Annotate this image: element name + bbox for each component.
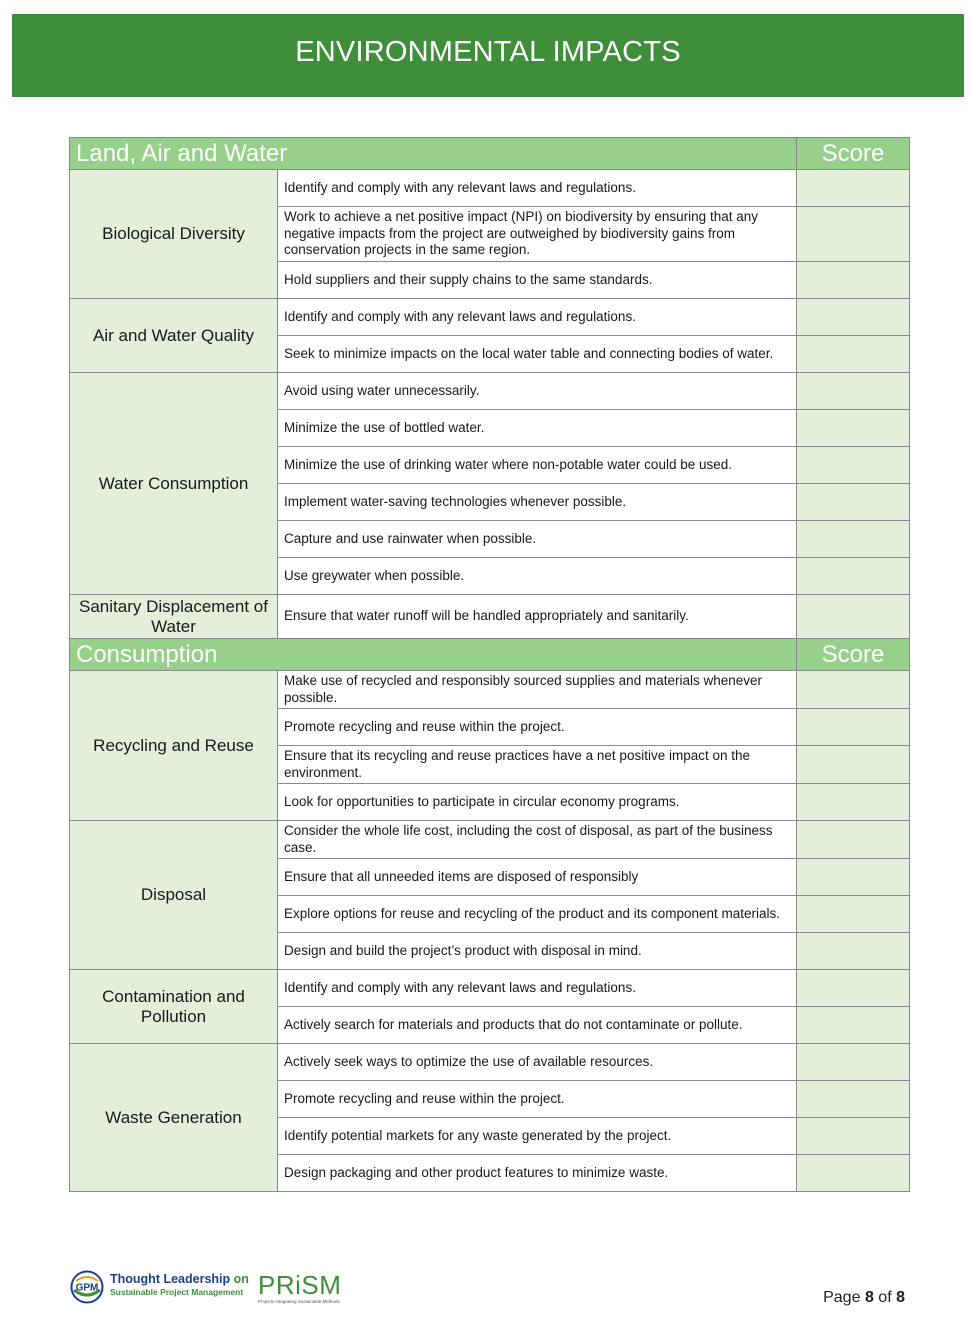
page-current: 8 <box>864 1289 874 1306</box>
category-sanitary-displacement: Sanitary Displacement of Water <box>70 595 278 639</box>
score-input[interactable] <box>797 595 910 639</box>
criterion-text: Seek to minimize impacts on the local water table and connecting bodies of water. <box>278 336 797 373</box>
gpm-badge-text: GPM <box>75 1282 99 1294</box>
table-row <box>70 595 910 639</box>
score-input[interactable] <box>797 1118 910 1155</box>
criterion-text: Ensure that all unneeded items are disposed of responsibly <box>278 859 797 896</box>
criterion-text: Minimize the use of drinking water where non-potable water could be used. <box>278 447 797 484</box>
criterion-text: Use greywater when possible. <box>278 558 797 595</box>
score-input[interactable] <box>797 1007 910 1044</box>
gpm-globe-icon <box>70 1270 104 1304</box>
criterion-text: Design packaging and other product features to minimize waste. <box>278 1155 797 1192</box>
score-input[interactable] <box>797 170 910 207</box>
criterion-text: Hold suppliers and their supply chains to the same standards. <box>278 262 797 299</box>
score-input[interactable] <box>797 299 910 336</box>
prism-tagline: Projects integrating Sustainable Methods <box>258 1299 340 1304</box>
table-row <box>70 373 910 410</box>
criterion-text: Identify and comply with any relevant laws and regulations. <box>278 170 797 207</box>
table-row <box>70 671 910 709</box>
score-input[interactable] <box>797 859 910 896</box>
score-input[interactable] <box>797 671 910 709</box>
prism-logo: PRiSM <box>258 1270 342 1300</box>
score-input[interactable] <box>797 1081 910 1118</box>
category-disposal: Disposal <box>70 821 278 970</box>
criterion-text: Ensure that its recycling and reuse practices have a net positive impact on the environment. <box>278 746 797 784</box>
category-contamination-pollution: Contamination and Pollution <box>70 970 278 1044</box>
score-input[interactable] <box>797 336 910 373</box>
score-input[interactable] <box>797 207 910 262</box>
logo-title: Thought Leadership <box>110 1272 231 1286</box>
table-row <box>70 170 910 207</box>
footer-logos <box>70 1268 340 1308</box>
category-biological-diversity: Biological Diversity <box>70 170 278 299</box>
table-row <box>70 821 910 859</box>
section-header-land-air-water <box>70 138 910 170</box>
score-input[interactable] <box>797 821 910 859</box>
criterion-text: Make use of recycled and responsibly sourced supplies and materials whenever possible. <box>278 671 797 709</box>
table-row <box>70 299 910 336</box>
score-input[interactable] <box>797 933 910 970</box>
criterion-text: Identify and comply with any relevant laws and regulations. <box>278 299 797 336</box>
score-input[interactable] <box>797 896 910 933</box>
table-row <box>70 1044 910 1081</box>
score-input[interactable] <box>797 970 910 1007</box>
score-input[interactable] <box>797 1155 910 1192</box>
score-input[interactable] <box>797 746 910 784</box>
section-title: Consumption <box>70 639 797 671</box>
criterion-text: Ensure that water runoff will be handled appropriately and sanitarily. <box>278 595 797 639</box>
criterion-text: Identify and comply with any relevant laws and regulations. <box>278 970 797 1007</box>
page-banner <box>12 14 964 97</box>
criterion-text: Capture and use rainwater when possible. <box>278 521 797 558</box>
score-input[interactable] <box>797 521 910 558</box>
score-input[interactable] <box>797 558 910 595</box>
criterion-text: Minimize the use of bottled water. <box>278 410 797 447</box>
criterion-text: Promote recycling and reuse within the project. <box>278 709 797 746</box>
category-recycling-reuse: Recycling and Reuse <box>70 671 278 821</box>
section-header-consumption <box>70 639 910 671</box>
criterion-text: Actively seek ways to optimize the use of available resources. <box>278 1044 797 1081</box>
page-of: of <box>878 1289 892 1306</box>
criterion-text: Design and build the project’s product with disposal in mind. <box>278 933 797 970</box>
page-prefix: Page <box>823 1289 861 1306</box>
criterion-text: Look for opportunities to participate in circular economy programs. <box>278 784 797 821</box>
thought-leadership-logo <box>110 1272 249 1286</box>
category-air-water-quality: Air and Water Quality <box>70 299 278 373</box>
category-waste-generation: Waste Generation <box>70 1044 278 1192</box>
section-title: Land, Air and Water <box>70 138 797 170</box>
page-total: 8 <box>896 1289 905 1306</box>
criterion-text: Work to achieve a net positive impact (NPI) on biodiversity by ensuring that any negative impacts from the project are outweighed by biodiversity gains from conservation projects in the same region. <box>278 207 797 262</box>
criterion-text: Identify potential markets for any waste generated by the project. <box>278 1118 797 1155</box>
criterion-text: Explore options for reuse and recycling of the product and its component materials. <box>278 896 797 933</box>
criterion-text: Promote recycling and reuse within the project. <box>278 1081 797 1118</box>
category-water-consumption: Water Consumption <box>70 373 278 595</box>
score-input[interactable] <box>797 262 910 299</box>
score-column-header: Score <box>797 639 910 671</box>
criterion-text: Actively search for materials and products that do not contaminate or pollute. <box>278 1007 797 1044</box>
criterion-text: Consider the whole life cost, including the cost of disposal, as part of the business case. <box>278 821 797 859</box>
table-row <box>70 970 910 1007</box>
score-column-header: Score <box>797 138 910 170</box>
criterion-text: Avoid using water unnecessarily. <box>278 373 797 410</box>
page-number <box>823 1289 905 1307</box>
score-input[interactable] <box>797 410 910 447</box>
logo-title-suffix: on <box>233 1272 249 1286</box>
score-input[interactable] <box>797 709 910 746</box>
score-input[interactable] <box>797 447 910 484</box>
logo-subtitle: Sustainable Project Management <box>110 1287 244 1297</box>
impact-table <box>69 137 910 1192</box>
score-input[interactable] <box>797 784 910 821</box>
score-input[interactable] <box>797 1044 910 1081</box>
score-input[interactable] <box>797 484 910 521</box>
criterion-text: Implement water-saving technologies whenever possible. <box>278 484 797 521</box>
score-input[interactable] <box>797 373 910 410</box>
page-title: ENVIRONMENTAL IMPACTS <box>295 36 681 68</box>
